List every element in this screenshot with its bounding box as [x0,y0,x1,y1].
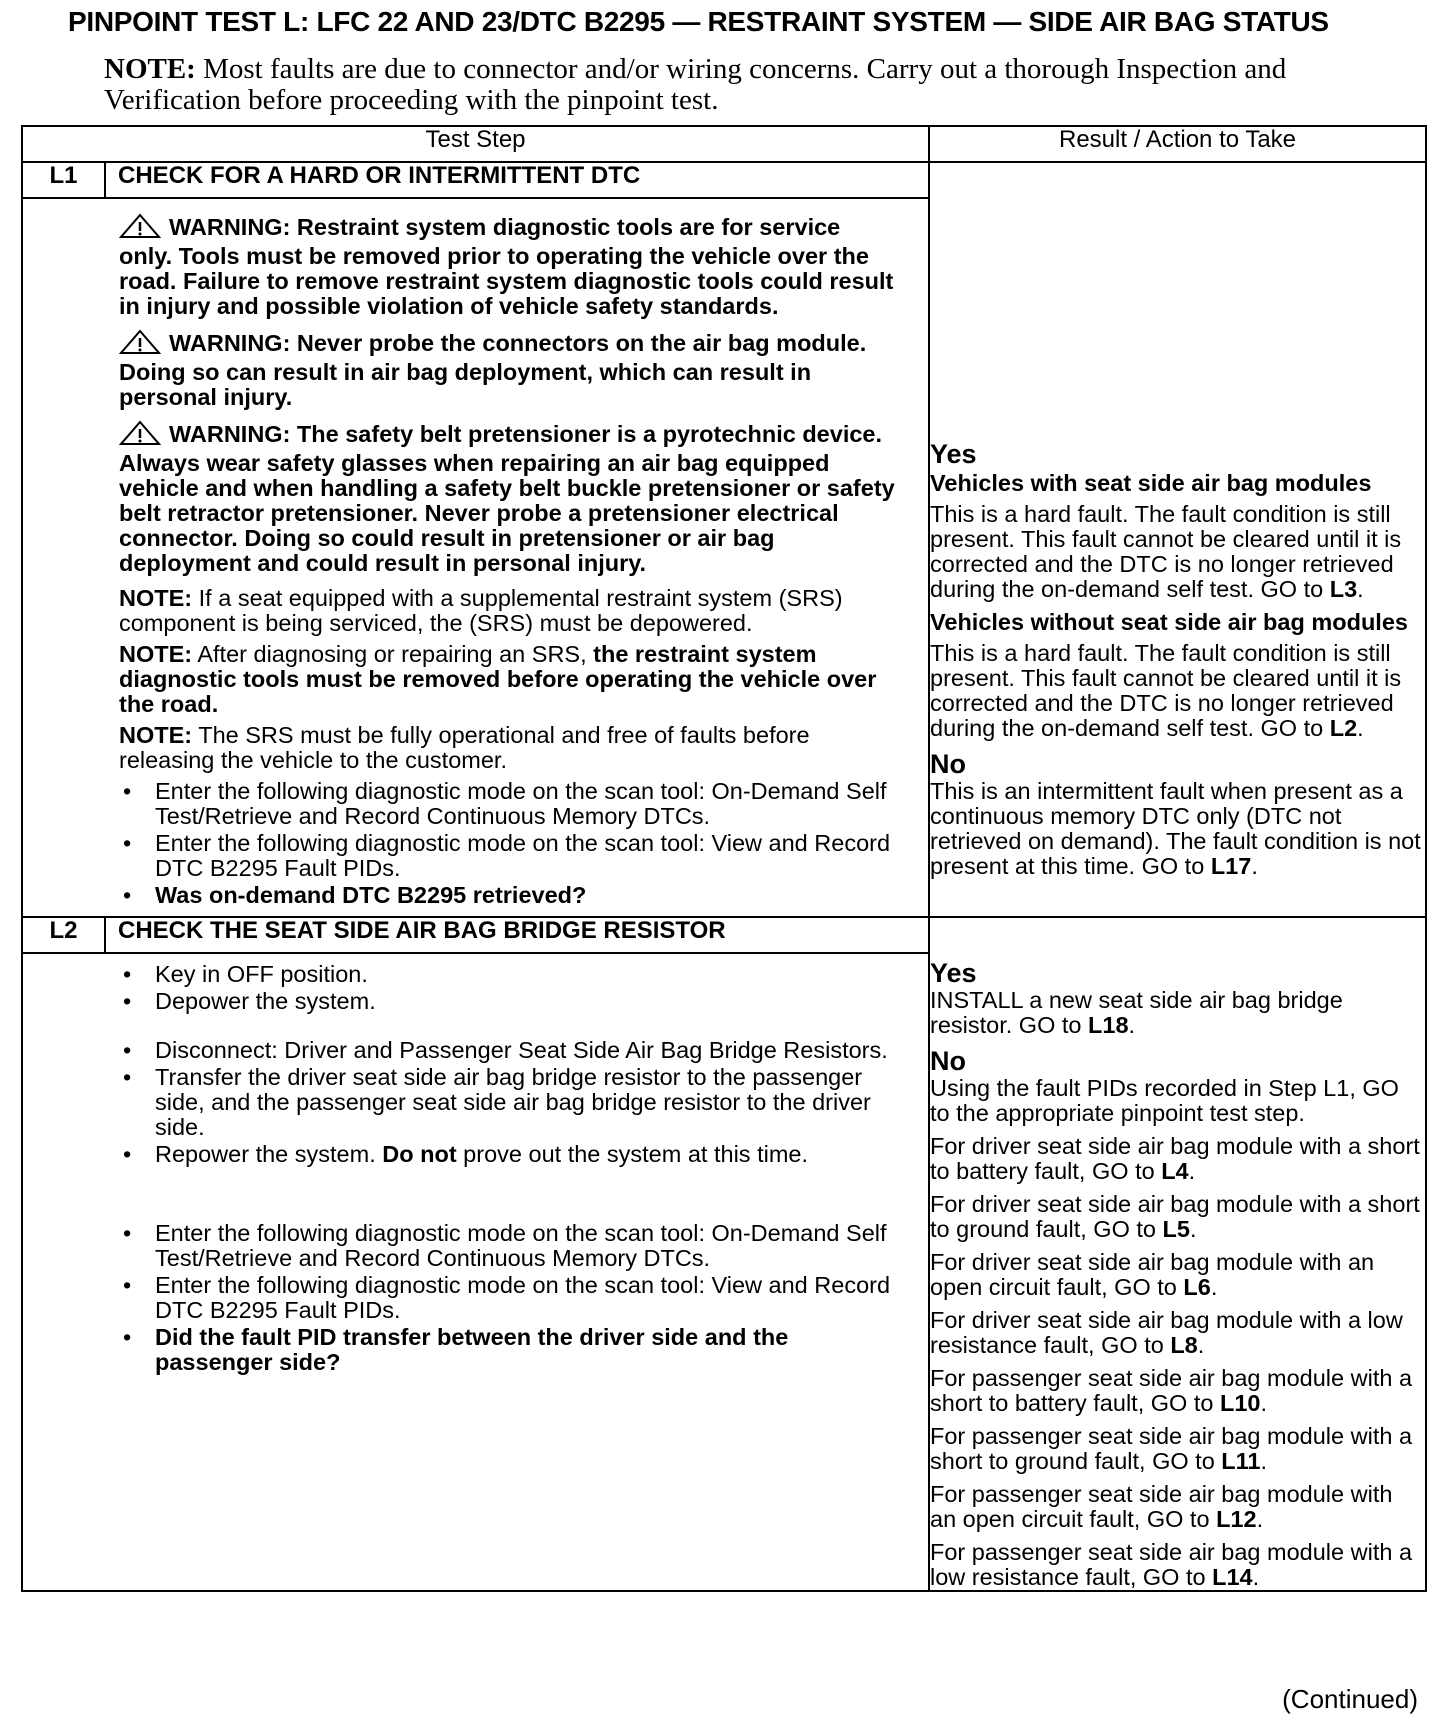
warning-triangle-icon [119,329,169,360]
page-title: PINPOINT TEST L: LFC 22 AND 23/DTC B2295 — RESTRAINT SYSTEM — SIDE AIR BAG STATUS [68,6,1329,37]
l1-with-goto[interactable]: L3 [1329,576,1358,602]
l1-no-text: This is an intermittent fault when present as a continuous memory DTC only (DTC not retrieved on demand). The fault condition is not present at this time. GO to L17. [930,778,1421,879]
pinpoint-test-table [21,125,1427,1592]
l2-question: • Did the fault PID transfer between the driver side and the passenger side? [123,1324,789,1375]
step-l1-title-row [22,162,1426,198]
step-l1-body [22,198,929,917]
warning-triangle-icon [119,420,169,451]
l2-bullet-2: • Depower the system. [123,988,376,1014]
l2-bullet-7: • Enter the following diagnostic mode on the scan tool: View and Record DTC B2295 Fault PIDs. [123,1272,891,1323]
l2-item-2: For driver seat side air bag module with a short to ground fault, GO to L5. [930,1191,1420,1242]
l2-goto-l8[interactable]: L8 [1170,1332,1198,1358]
l1-warning-2: WARNING: Never probe the connectors on the air bag module. Doing so can result in air bag deployment, which can result in personal injury. [119,330,867,410]
l1-warning-3: WARNING: The safety belt pretensioner is a pyrotechnic device. Always wear safety glasses when repairing an air bag equipped vehicle and when handling a safety belt buckle pretensioner or safety belt retractor pretensioner. Never probe a pretensioner electrical connector. Doing so could result in pretensioner or air bag deployment and could result in personal injury. [119,421,895,576]
l1-question: • Was on-demand DTC B2295 retrieved? [123,882,587,908]
step-l2-body [22,953,929,1591]
step-l2-title-row [22,917,1426,953]
header-test-step: Test Step [22,126,929,162]
header-result-action: Result / Action to Take [929,126,1426,162]
step-l1-title: CHECK FOR A HARD OR INTERMITTENT DTC [105,162,929,198]
l2-goto-l10[interactable]: L10 [1219,1390,1261,1416]
intro-note [104,54,1344,116]
l2-yes-goto[interactable]: L18 [1088,1012,1129,1038]
l1-yes-label: Yes [930,439,977,469]
continued-label: (Continued) [1282,1684,1418,1714]
l2-goto-l4[interactable]: L4 [1161,1158,1189,1184]
l1-note-3: NOTE: The SRS must be fully operational and free of faults before releasing the vehicle to the customer. [119,722,810,773]
l2-item-4: For driver seat side air bag module with a low resistance fault, GO to L8. [930,1307,1403,1358]
l1-bullet-2: • Enter the following diagnostic mode on the scan tool: View and Record DTC B2295 Fault PIDs. [123,830,891,881]
l2-goto-l11[interactable]: L11 [1221,1448,1261,1474]
step-l2-result [929,917,1426,1591]
l2-yes-label: Yes [930,958,977,988]
warning-triangle-icon [119,213,169,244]
l1-without-label: Vehicles without seat side air bag modules [930,609,1408,635]
table-header-row [22,126,1426,162]
l2-bullet-6: • Enter the following diagnostic mode on the scan tool: On-Demand Self Test/Retrieve and Record Continuous Memory DTCs. [123,1220,887,1271]
l2-bullet-4: • Transfer the driver seat side air bag bridge resistor to the passenger side, and the passenger seat side air bag bridge resistor to the driver side. [123,1064,871,1140]
l1-without-text: This is a hard fault. The fault condition is still present. This fault cannot be cleared until it is corrected and the DTC is no longer retrieved during the on-demand self test. GO to L2. [930,640,1402,741]
l2-item-5: For passenger seat side air bag module with a short to battery fault, GO to L10. [930,1365,1413,1416]
l2-bullet-5: • Repower the system. Do not prove out the system at this time. [123,1141,808,1167]
l1-no-goto[interactable]: L17 [1210,853,1252,879]
step-l2-title: CHECK THE SEAT SIDE AIR BAG BRIDGE RESISTOR [105,917,929,953]
l2-goto-l14[interactable]: L14 [1212,1564,1253,1590]
l2-item-3: For driver seat side air bag module with an open circuit fault, GO to L6. [930,1249,1375,1300]
l1-with-label: Vehicles with seat side air bag modules [930,470,1372,496]
l2-bullet-1: • Key in OFF position. [123,961,368,987]
l1-with-text: This is a hard fault. The fault condition is still present. This fault cannot be cleared until it is corrected and the DTC is no longer retrieved during the on-demand self test. GO to L3. [930,501,1402,602]
intro-note-text: Most faults are due to connector and/or wiring concerns. Carry out a thorough Inspection and Verification before proceeding with the pinpoint test. [104,53,1287,116]
l1-no-label: No [930,749,966,779]
l1-without-goto[interactable]: L2 [1329,715,1358,741]
step-l2-id: L2 [22,917,105,953]
l2-no-text: Using the fault PIDs recorded in Step L1, GO to the appropriate pinpoint test step. [930,1075,1399,1126]
l2-goto-l12[interactable]: L12 [1216,1506,1257,1532]
intro-note-label: NOTE: [104,53,196,85]
l2-goto-l5[interactable]: L5 [1162,1216,1190,1242]
l2-item-8: For passenger seat side air bag module with a low resistance fault, GO to L14. [930,1539,1413,1590]
l2-yes-text: INSTALL a new seat side air bag bridge resistor. GO to L18. [930,987,1343,1038]
l1-note-1: NOTE: If a seat equipped with a supplemental restraint system (SRS) component is being serviced, the (SRS) must be depowered. [119,585,843,636]
step-l1-result [929,162,1426,917]
step-l1-id: L1 [22,162,105,198]
l2-item-1: For driver seat side air bag module with a short to battery fault, GO to L4. [930,1133,1420,1184]
l2-item-6: For passenger seat side air bag module with a short to ground fault, GO to L11. [930,1423,1413,1474]
l2-no-label: No [930,1046,966,1076]
l2-bullet-3: • Disconnect: Driver and Passenger Seat Side Air Bag Bridge Resistors. [123,1037,888,1063]
l1-bullet-1: • Enter the following diagnostic mode on the scan tool: On-Demand Self Test/Retrieve and Record Continuous Memory DTCs. [123,778,887,829]
l1-note-2: NOTE: After diagnosing or repairing an SRS, the restraint system diagnostic tools must be removed before operating the vehicle over the road. [119,641,877,717]
l2-goto-l6[interactable]: L6 [1183,1274,1211,1300]
l1-warning-1: WARNING: Restraint system diagnostic tools are for service only. Tools must be removed prior to operating the vehicle over the road. Failure to remove restraint system diagnostic tools could result in injury and possible violation of vehicle safety standards. [119,214,894,319]
l2-item-7: For passenger seat side air bag module with an open circuit fault, GO to L12. [930,1481,1393,1532]
